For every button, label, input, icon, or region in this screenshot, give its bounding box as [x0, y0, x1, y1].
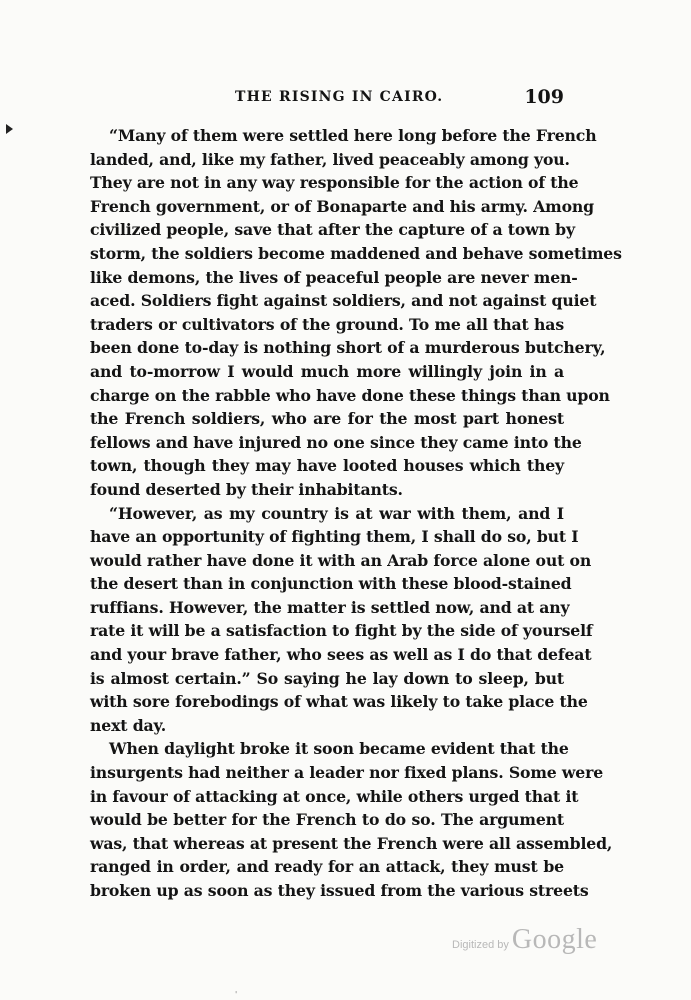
- footer-mark: ': [235, 990, 238, 999]
- digitized-watermark: [452, 924, 597, 956]
- text-line: “Many of them were settled here long before the French: [109, 126, 597, 145]
- text-line: the French soldiers, who are for the most part honest: [90, 409, 564, 429]
- text-line: French government, or of Bonaparte and his army. Among: [90, 196, 594, 216]
- running-head: [90, 86, 564, 110]
- text-line: town, though they may have looted houses which they: [90, 456, 564, 476]
- text-line: found deserted by their inhabitants.: [90, 479, 403, 499]
- text-line: charge on the rabble who have done these things than upon: [90, 385, 610, 405]
- text-line: the desert than in conjunction with these blood-stained: [90, 574, 572, 594]
- text-line: been done to-day is nothing short of a murderous butchery,: [90, 338, 606, 358]
- text-line: broken up as soon as they issued from the various streets: [90, 881, 589, 900]
- page-number: 109: [524, 86, 564, 108]
- text-line: ranged in order, and ready for an attack, they must be: [90, 857, 564, 877]
- page-marker-arrow-icon: [6, 124, 13, 134]
- text-line: would be better for the French to do so. The argument: [90, 810, 564, 830]
- text-line: is almost certain.” So saying he lay down to sleep, but: [90, 668, 564, 688]
- text-line: and your brave father, who sees as well as I do that defeat: [90, 645, 592, 665]
- text-line: insurgents had neither a leader nor fixed plans. Some were: [90, 763, 604, 783]
- text-line: aced. Soldiers fight against soldiers, and not against quiet: [90, 291, 597, 311]
- text-line: fellows and have injured no one since they came into the: [90, 432, 582, 452]
- text-line: traders or cultivators of the ground. To me all that has: [90, 314, 564, 334]
- text-line: would rather have done it with an Arab force alone out on: [90, 550, 592, 570]
- text-line: in favour of attacking at once, while others urged that it: [90, 786, 579, 806]
- text-line: storm, the soldiers become maddened and behave sometimes: [90, 243, 622, 263]
- text-line: rate it will be a satisfaction to fight by the side of yourself: [90, 621, 593, 641]
- watermark-prefix: Digitized by: [452, 939, 509, 951]
- text-line: When daylight broke it soon became evident that the: [109, 739, 569, 759]
- text-line: They are not in any way responsible for the action of the: [90, 173, 579, 193]
- text-line: and to-morrow I would much more willingly join in a: [90, 361, 564, 381]
- text-line: next day.: [90, 715, 167, 735]
- text-line: civilized people, save that after the capture of a town by: [90, 220, 575, 240]
- text-line: landed, and, like my father, lived peaceably among you.: [90, 149, 570, 169]
- watermark-logo: Google: [511, 924, 598, 955]
- text-line: like demons, the lives of peaceful people are never men-: [90, 267, 578, 287]
- text-line: was, that whereas at present the French were all assembled,: [90, 833, 613, 853]
- body-text: [90, 124, 622, 903]
- text-line: “However, as my country is at war with them, and I: [109, 503, 564, 523]
- text-line: with sore forebodings of what was likely to take place the: [90, 692, 588, 712]
- running-title: THE RISING IN CAIRO.: [235, 89, 444, 105]
- text-line: have an opportunity of fighting them, I shall do so, but I: [90, 527, 579, 547]
- text-line: ruffians. However, the matter is settled now, and at any: [90, 597, 570, 617]
